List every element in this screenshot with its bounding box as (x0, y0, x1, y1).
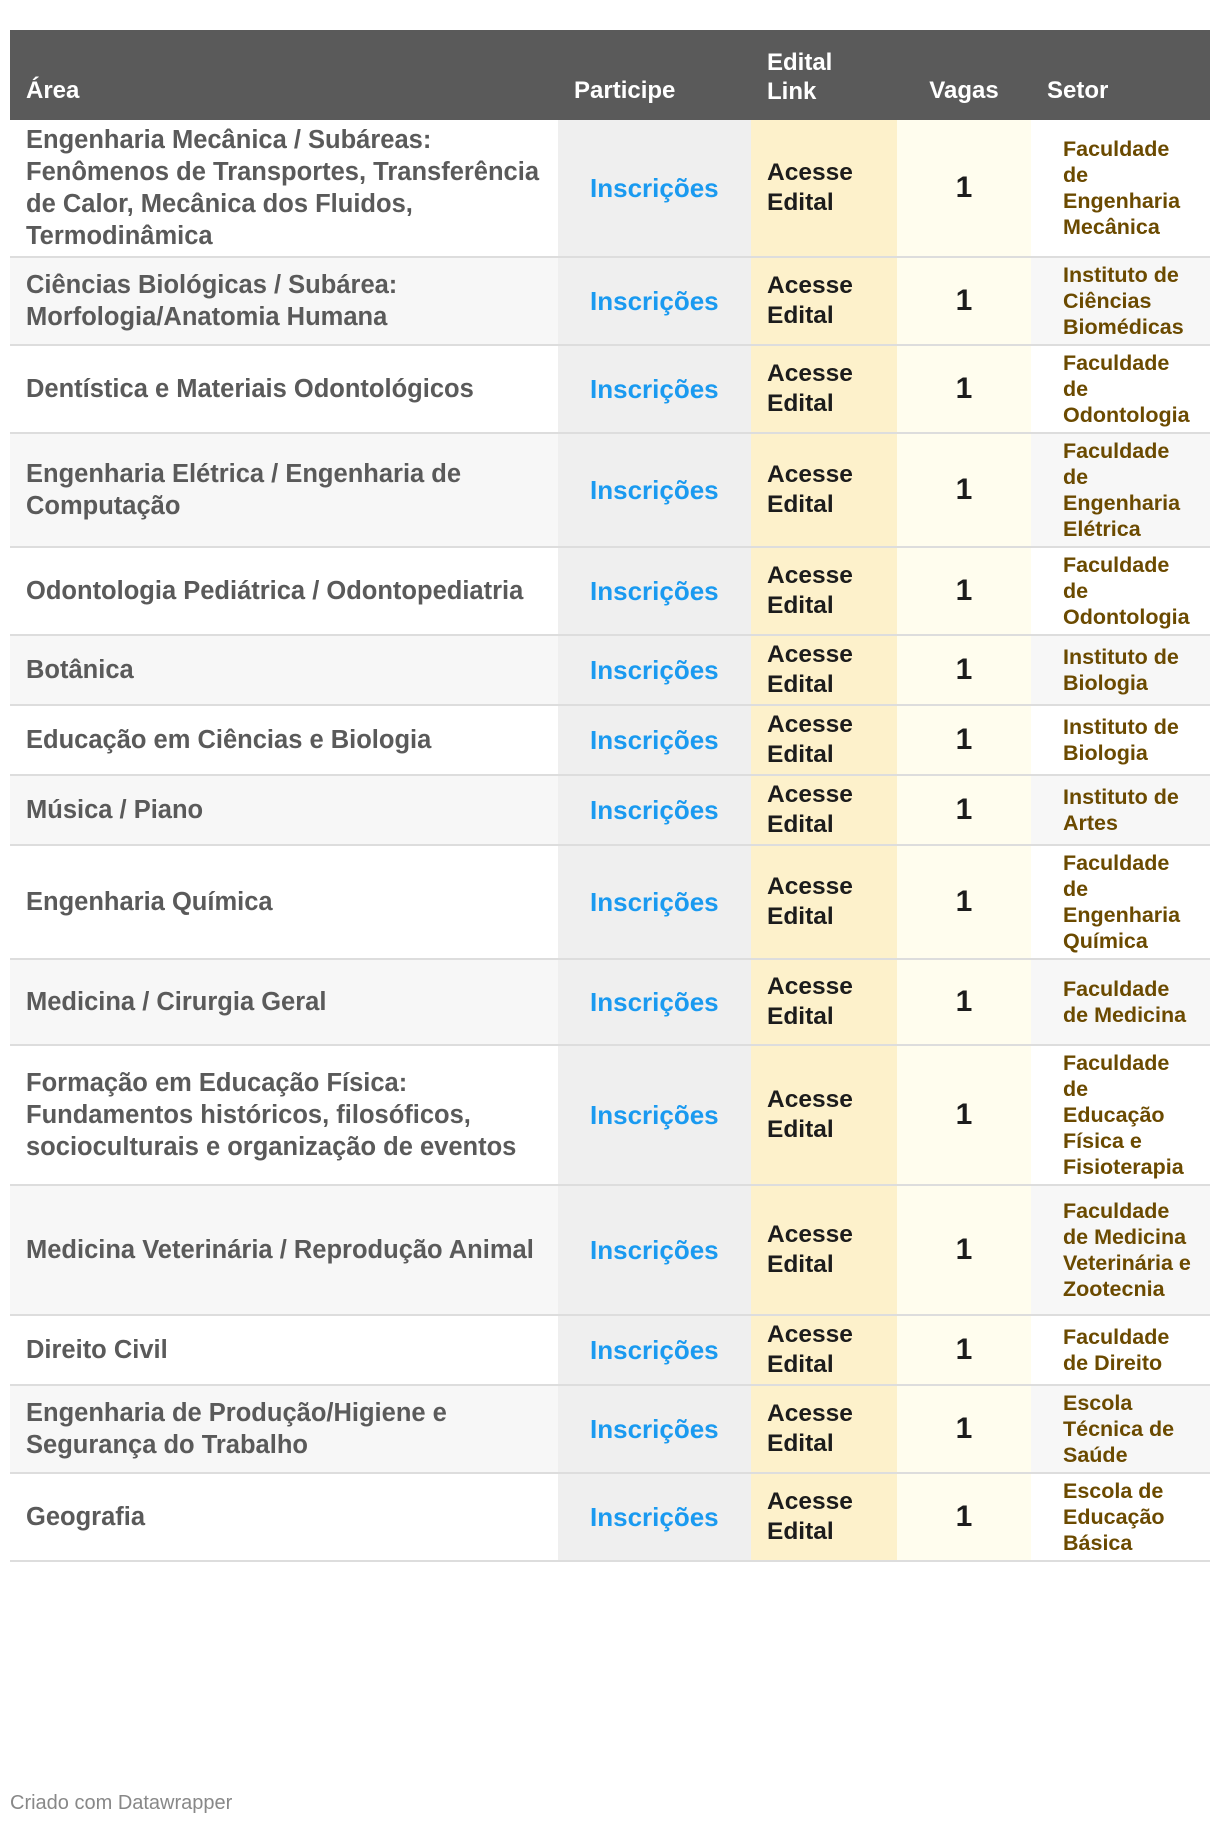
datawrapper-credit[interactable]: Criado com Datawrapper (10, 1792, 233, 1814)
acesse-edital-link[interactable] (751, 635, 897, 705)
inscricoes-link[interactable]: Inscrições (558, 433, 751, 547)
setor-cell: Faculdade de Engenharia Química (1031, 845, 1210, 959)
acesse-edital-label: Acesse Edital (767, 1086, 853, 1143)
inscricoes-link[interactable]: Inscrições (558, 120, 751, 257)
setor-cell: Escola Técnica de Saúde (1031, 1385, 1210, 1473)
header-participe[interactable]: Participe (558, 30, 751, 120)
vagas-cell: 1 (897, 1385, 1031, 1473)
acesse-edital-link[interactable] (751, 775, 897, 845)
inscricoes-link[interactable]: Inscrições (558, 635, 751, 705)
vagas-cell: 1 (897, 959, 1031, 1045)
inscricoes-link[interactable]: Inscrições (558, 959, 751, 1045)
data-table-container (10, 30, 1210, 1562)
table-row (10, 635, 1210, 705)
inscricoes-link[interactable]: Inscrições (558, 547, 751, 635)
table-header (10, 30, 1210, 120)
setor-cell: Faculdade de Direito (1031, 1315, 1210, 1385)
acesse-edital-link[interactable] (751, 845, 897, 959)
inscricoes-link[interactable]: Inscrições (558, 257, 751, 345)
table-row (10, 775, 1210, 845)
acesse-edital-link[interactable] (751, 547, 897, 635)
acesse-edital-link[interactable] (751, 433, 897, 547)
acesse-edital-label: Acesse Edital (767, 360, 853, 417)
acesse-edital-label: Acesse Edital (767, 711, 853, 768)
inscricoes-link[interactable]: Inscrições (558, 845, 751, 959)
setor-cell: Instituto de Biologia (1031, 635, 1210, 705)
setor-cell: Instituto de Artes (1031, 775, 1210, 845)
acesse-edital-label: Acesse Edital (767, 1400, 853, 1457)
vagas-cell: 1 (897, 1473, 1031, 1561)
area-cell: Engenharia de Produção/Higiene e Segurança do Trabalho (10, 1385, 558, 1473)
area-cell: Geografia (10, 1473, 558, 1561)
setor-cell: Faculdade de Odontologia (1031, 345, 1210, 433)
vagas-cell: 1 (897, 257, 1031, 345)
table-body (10, 120, 1210, 1561)
setor-cell: Escola de Educação Básica (1031, 1473, 1210, 1561)
table-row (10, 547, 1210, 635)
acesse-edital-link[interactable] (751, 257, 897, 345)
inscricoes-link[interactable]: Inscrições (558, 775, 751, 845)
vacancies-table (10, 30, 1210, 1562)
acesse-edital-link[interactable] (751, 1385, 897, 1473)
acesse-edital-link[interactable] (751, 1315, 897, 1385)
header-vagas[interactable]: Vagas (897, 30, 1031, 120)
table-row (10, 433, 1210, 547)
acesse-edital-link[interactable] (751, 1473, 897, 1561)
acesse-edital-label: Acesse Edital (767, 562, 853, 619)
setor-cell: Faculdade de Engenharia Mecânica (1031, 120, 1210, 257)
header-edital-link-label: Edital Link (767, 49, 833, 105)
header-row (10, 30, 1210, 120)
acesse-edital-label: Acesse Edital (767, 641, 853, 698)
acesse-edital-label: Acesse Edital (767, 1321, 853, 1378)
vagas-cell: 1 (897, 345, 1031, 433)
vagas-cell: 1 (897, 1315, 1031, 1385)
setor-cell: Faculdade de Engenharia Elétrica (1031, 433, 1210, 547)
acesse-edital-label: Acesse Edital (767, 781, 853, 838)
area-cell: Direito Civil (10, 1315, 558, 1385)
area-cell: Medicina Veterinária / Reprodução Animal (10, 1185, 558, 1315)
acesse-edital-label: Acesse Edital (767, 873, 853, 930)
acesse-edital-label: Acesse Edital (767, 1488, 853, 1545)
table-row (10, 959, 1210, 1045)
area-cell: Botânica (10, 635, 558, 705)
area-cell: Medicina / Cirurgia Geral (10, 959, 558, 1045)
area-cell: Engenharia Elétrica / Engenharia de Computação (10, 433, 558, 547)
area-cell: Educação em Ciências e Biologia (10, 705, 558, 775)
table-row (10, 1385, 1210, 1473)
acesse-edital-link[interactable] (751, 345, 897, 433)
header-area[interactable]: Área (10, 30, 558, 120)
acesse-edital-label: Acesse Edital (767, 159, 853, 216)
table-row (10, 845, 1210, 959)
setor-cell: Instituto de Biologia (1031, 705, 1210, 775)
inscricoes-link[interactable]: Inscrições (558, 705, 751, 775)
area-cell: Ciências Biológicas / Subárea: Morfologia/Anatomia Humana (10, 257, 558, 345)
table-row (10, 1185, 1210, 1315)
area-cell: Odontologia Pediátrica / Odontopediatria (10, 547, 558, 635)
header-edital-link[interactable] (751, 30, 897, 120)
acesse-edital-link[interactable] (751, 1045, 897, 1185)
setor-cell: Faculdade de Medicina (1031, 959, 1210, 1045)
table-row (10, 120, 1210, 257)
inscricoes-link[interactable]: Inscrições (558, 1473, 751, 1561)
acesse-edital-link[interactable] (751, 1185, 897, 1315)
area-cell: Engenharia Química (10, 845, 558, 959)
vagas-cell: 1 (897, 845, 1031, 959)
acesse-edital-label: Acesse Edital (767, 461, 853, 518)
area-cell: Formação em Educação Física: Fundamentos históricos, filosóficos, socioculturais e organização de eventos (10, 1045, 558, 1185)
area-cell: Engenharia Mecânica / Subáreas: Fenômenos de Transportes, Transferência de Calor, Mecânica dos Fluidos, Termodinâmica (10, 120, 558, 257)
vagas-cell: 1 (897, 635, 1031, 705)
vagas-cell: 1 (897, 120, 1031, 257)
table-row (10, 1045, 1210, 1185)
acesse-edital-link[interactable] (751, 705, 897, 775)
vagas-cell: 1 (897, 1185, 1031, 1315)
setor-cell: Faculdade de Educação Física e Fisioterapia (1031, 1045, 1210, 1185)
inscricoes-link[interactable]: Inscrições (558, 1045, 751, 1185)
table-row (10, 257, 1210, 345)
inscricoes-link[interactable]: Inscrições (558, 345, 751, 433)
acesse-edital-label: Acesse Edital (767, 973, 853, 1030)
inscricoes-link[interactable]: Inscrições (558, 1315, 751, 1385)
vagas-cell: 1 (897, 775, 1031, 845)
setor-cell: Instituto de Ciências Biomédicas (1031, 257, 1210, 345)
acesse-edital-link[interactable] (751, 120, 897, 257)
vagas-cell: 1 (897, 547, 1031, 635)
inscricoes-link[interactable]: Inscrições (558, 1185, 751, 1315)
acesse-edital-link[interactable] (751, 959, 897, 1045)
acesse-edital-label: Acesse Edital (767, 272, 853, 329)
setor-cell: Faculdade de Medicina Veterinária e Zootecnia (1031, 1185, 1210, 1315)
table-row (10, 345, 1210, 433)
table-row (10, 1473, 1210, 1561)
table-row (10, 705, 1210, 775)
vagas-cell: 1 (897, 705, 1031, 775)
setor-cell: Faculdade de Odontologia (1031, 547, 1210, 635)
header-setor[interactable]: Setor (1031, 30, 1210, 120)
acesse-edital-label: Acesse Edital (767, 1221, 853, 1278)
vagas-cell: 1 (897, 1045, 1031, 1185)
inscricoes-link[interactable]: Inscrições (558, 1385, 751, 1473)
area-cell: Música / Piano (10, 775, 558, 845)
table-row (10, 1315, 1210, 1385)
vagas-cell: 1 (897, 433, 1031, 547)
area-cell: Dentística e Materiais Odontológicos (10, 345, 558, 433)
